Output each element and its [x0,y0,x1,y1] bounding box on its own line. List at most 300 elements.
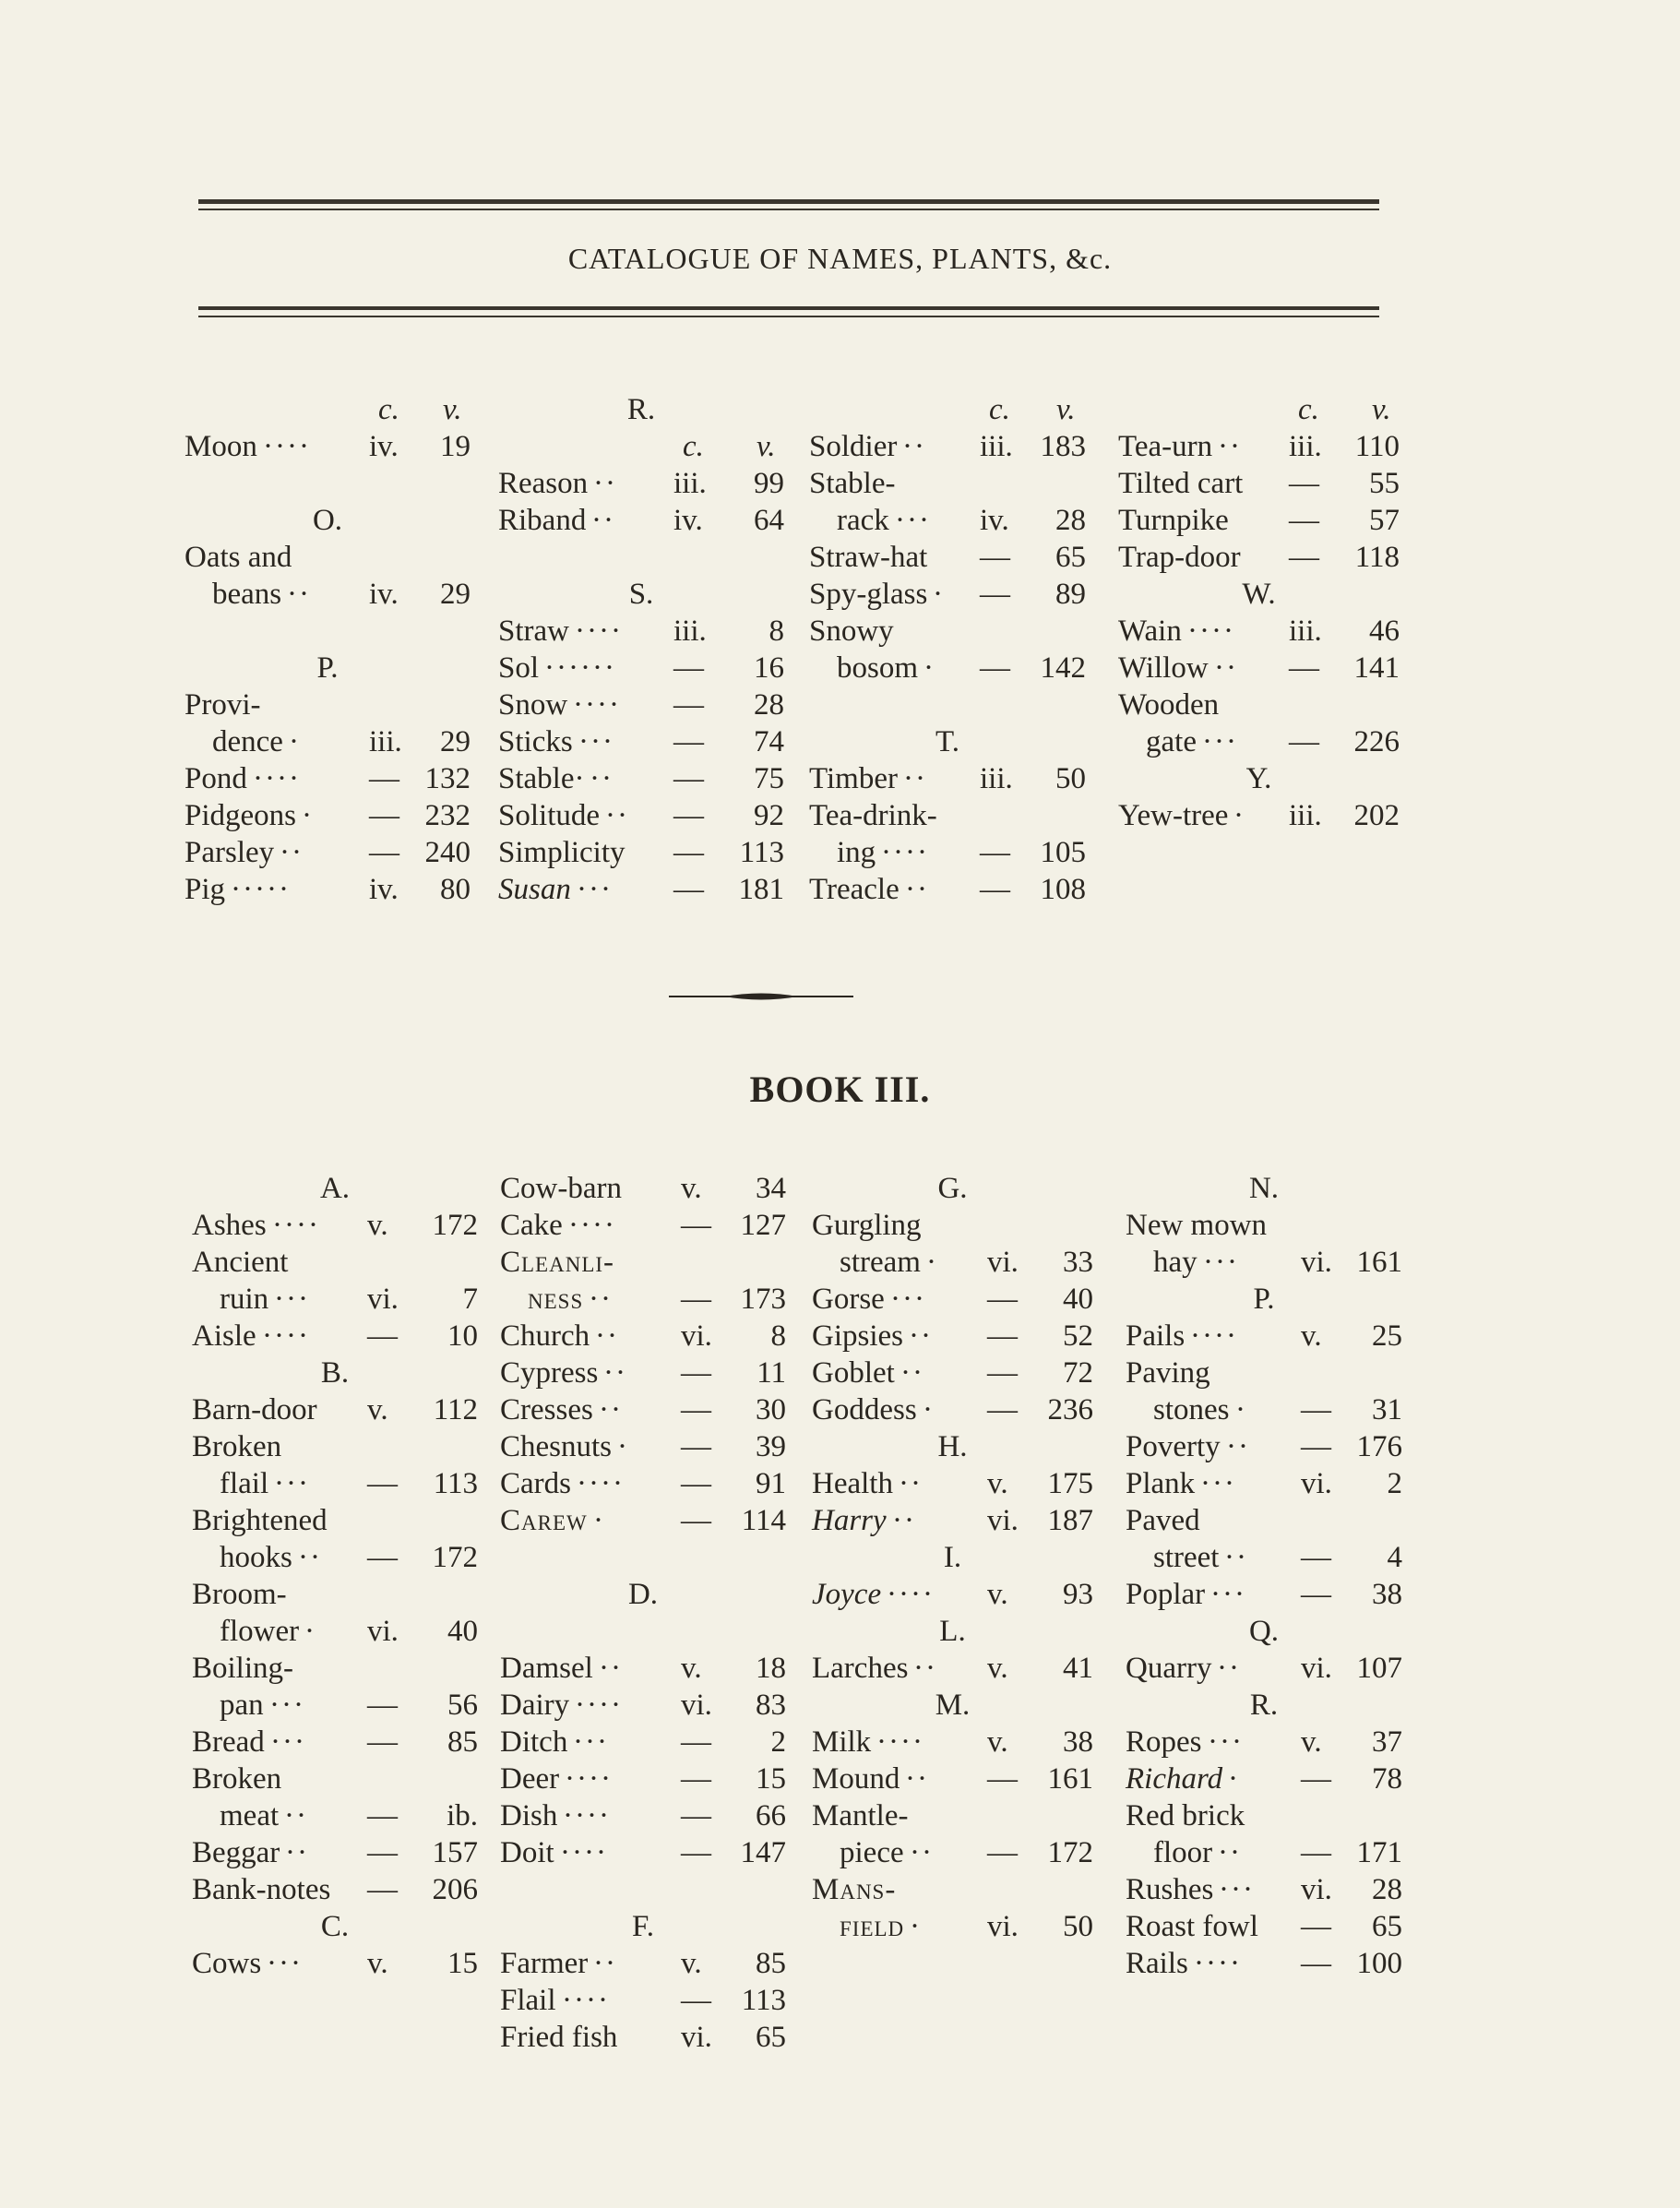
entry-term: Pig [185,873,226,906]
canto-number: v. [987,1578,1008,1611]
index-entry [1126,1318,1402,1355]
entry-term: Tea-drink- [809,799,937,832]
entry-term: Aisle [192,1319,256,1353]
entry-term: Wooden [1118,688,1220,722]
canto-number: vi. [1301,1873,1332,1906]
canto-number: — [1289,541,1319,574]
index-entry [809,871,1086,908]
entry-term: ness [528,1283,584,1316]
leader-dots: ·· [910,1836,934,1869]
canto-number: vi. [367,1615,399,1648]
verse-number: 181 [738,873,784,906]
entry-term: Roast fowl [1126,1910,1258,1943]
entry-term: Red brick [1126,1799,1245,1832]
index-entry [498,871,784,908]
entry-term: Stable· [498,762,585,795]
leader-dots: ··· [274,1467,310,1500]
entry-term: Health [812,1467,893,1500]
verse-number: 72 [1063,1356,1093,1390]
entry-term: pan [220,1689,264,1722]
verse-number: 99 [754,467,784,500]
entry-term: Larches [812,1652,909,1685]
canto-number: v. [367,1947,388,1980]
verse-number: 28 [754,688,784,722]
entry-term: Gipsies [812,1319,903,1353]
leader-dots: · [1233,799,1245,832]
leader-dots: ··· [577,873,613,906]
canto-number: — [367,1725,398,1759]
canto-label: c. [989,393,1010,426]
index-entry [1118,539,1400,576]
index-entry [809,428,1086,465]
leader-dots: ······ [544,651,616,685]
canto-label: c. [1298,393,1319,426]
index-entry [1126,1760,1402,1797]
canto-number: iii. [673,467,707,500]
title-thin-rule [198,316,1379,317]
index-entry [498,465,784,502]
canto-number: — [681,1984,711,2017]
leader-dots: ·· [892,1504,916,1537]
entry-term: Poverty [1126,1430,1221,1463]
leader-dots: ·· [280,836,304,869]
leader-dots: · [923,1393,935,1426]
bottom-index-column-2 [500,1170,786,2056]
index-entry [1126,1539,1402,1576]
index-entry [500,1244,786,1281]
leader-dots: ·· [1217,1652,1241,1685]
entry-term: Timber [809,762,898,795]
verse-number: 11 [757,1356,786,1390]
canto-number: v. [987,1725,1008,1759]
entry-term: Moon [185,430,257,463]
leader-dots: ···· [575,1689,623,1722]
verse-number: 37 [1372,1725,1402,1759]
entry-term: hooks [220,1541,292,1574]
verse-number: 161 [1047,1762,1093,1796]
ornament-divider [669,987,853,1006]
spacer [498,539,784,576]
index-entry [1118,650,1400,686]
index-entry [498,834,784,871]
verse-number: 240 [424,836,471,869]
verse-number: 40 [1063,1283,1093,1316]
letter-heading-text: W. [1242,578,1276,611]
entry-term: Willow [1118,651,1209,685]
leader-dots: ···· [575,615,623,648]
canto-number: — [367,1873,398,1906]
index-entry [1126,1391,1402,1428]
entry-term: dence [212,725,283,758]
leader-dots: ·· [903,762,927,795]
canto-number: — [980,578,1010,611]
entry-term: flower [220,1615,300,1648]
leader-dots: ···· [262,1319,310,1353]
letter-heading-text: F. [632,1910,654,1943]
index-entry [500,1281,786,1318]
index-entry [192,1650,478,1687]
index-entry [500,1318,786,1355]
entry-term: Straw-hat [809,541,928,574]
entry-term: Cypress [500,1356,599,1390]
index-entry [192,1760,478,1797]
verse-number: 64 [754,504,784,537]
index-entry [809,576,1086,613]
canto-number: — [367,1799,398,1832]
entry-term: Goddess [812,1393,917,1426]
entry-term: Snow [498,688,568,722]
canto-number: vi. [367,1283,399,1316]
index-entry [812,1391,1093,1428]
leader-dots: · [304,1615,316,1648]
index-entry [498,650,784,686]
canto-number: — [681,1209,711,1242]
verse-number: 15 [447,1947,478,1980]
verse-number: 18 [756,1652,786,1685]
index-entry [812,1244,1093,1281]
letter-heading-text: N. [1248,1172,1280,1205]
canto-number: v. [681,1652,702,1685]
entry-term: Rushes [1126,1873,1214,1906]
canto-label: c. [378,393,399,426]
canto-number: — [1289,651,1319,685]
verse-number: 110 [1354,430,1400,463]
entry-term: rack [837,504,889,537]
canto-number: — [681,1836,711,1869]
letter-heading [192,1355,478,1391]
leader-dots: ·· [909,1319,933,1353]
entry-term: Broken [192,1762,282,1796]
index-entry [1126,1244,1402,1281]
entry-term: hay [1153,1246,1197,1279]
bottom-index-column-1 [192,1170,478,1982]
entry-term: Stable- [809,467,896,500]
canto-number: iii. [1289,799,1322,832]
letter-heading [500,1576,786,1613]
index-entry [812,1724,1093,1760]
entry-term: beans [212,578,282,611]
index-entry [500,1687,786,1724]
letter-heading [185,502,471,539]
spacer [809,686,1086,723]
entry-term: Fried fish [500,2021,618,2054]
canto-number: iii. [673,615,707,648]
verse-number: 29 [440,578,471,611]
leader-dots: ···· [560,1836,608,1869]
verse-number: 147 [740,1836,786,1869]
verse-number: 175 [1047,1467,1093,1500]
index-entry [500,1724,786,1760]
leader-dots: ···· [577,1467,625,1500]
leader-dots: ·· [603,1356,627,1390]
verse-number: 93 [1063,1578,1093,1611]
entry-term: Ditch [500,1725,568,1759]
verse-number: 83 [756,1689,786,1722]
index-entry [192,1834,478,1871]
letter-heading [192,1170,478,1207]
canto-number: iii. [1289,615,1322,648]
verse-number: 2 [770,1725,786,1759]
canto-number: v. [367,1393,388,1426]
letter-heading-text: R. [626,393,656,426]
entry-term: Simplicity [498,836,626,869]
verse-number: 80 [440,873,471,906]
canto-number: — [673,651,704,685]
canto-number: — [987,1319,1018,1353]
entry-term: Wain [1118,615,1182,648]
letter-heading [192,1908,478,1945]
verse-number: 8 [769,615,784,648]
index-entry [812,1207,1093,1244]
index-entry [812,1834,1093,1871]
leader-dots: ··· [274,1283,310,1316]
leader-dots: ···· [568,1209,616,1242]
index-entry [809,502,1086,539]
canto-number: iii. [980,430,1013,463]
index-entry [500,1650,786,1687]
index-entry [192,1465,478,1502]
index-entry [498,686,784,723]
leader-dots: · [289,725,301,758]
verse-label: v. [443,393,462,426]
index-entry [498,613,784,650]
entry-term: Rails [1126,1947,1188,1980]
verse-number: 107 [1356,1652,1402,1685]
index-entry [192,1687,478,1724]
leader-dots: · [617,1430,629,1463]
entry-term: stream [840,1246,921,1279]
entry-term: Tea-urn [1118,430,1213,463]
canto-number: — [681,1356,711,1390]
leader-dots: · [910,1910,922,1943]
canto-number: v. [987,1467,1008,1500]
index-entry [498,760,784,797]
canto-number: — [369,799,399,832]
leader-dots: ···· [573,688,621,722]
index-entry [1126,1834,1402,1871]
canto-number: v. [367,1209,388,1242]
verse-label: v. [757,430,776,463]
entry-term: Parsley [185,836,275,869]
index-entry [192,1502,478,1539]
entry-term: Treacle [809,873,900,906]
canto-number: vi. [681,1319,712,1353]
entry-term: Paved [1126,1504,1200,1537]
index-entry [500,1945,786,1982]
verse-number: 15 [756,1762,786,1796]
index-entry [185,834,471,871]
leader-dots: ·· [1224,1541,1248,1574]
index-entry [1126,1428,1402,1465]
index-entry [185,871,471,908]
verse-number: 56 [447,1689,478,1722]
leader-dots: ·· [287,578,311,611]
verse-label: v. [1372,393,1391,426]
entry-term: Barn-door [192,1393,317,1426]
verse-number: 172 [432,1209,478,1242]
entry-term: Doit [500,1836,554,1869]
leader-dots: ·· [285,1836,309,1869]
canto-number: v. [1301,1725,1322,1759]
entry-term: Poplar [1126,1578,1206,1611]
verse-number: 118 [1354,541,1400,574]
canto-number: — [1301,1430,1331,1463]
entry-term: Mound [812,1762,900,1796]
index-entry [1126,1650,1402,1687]
verse-number: 46 [1369,615,1400,648]
leader-dots: · [926,1246,938,1279]
column-header [1118,391,1400,428]
index-entry [812,1281,1093,1318]
index-entry [1118,465,1400,502]
entry-term: Church [500,1319,590,1353]
entry-term: Sol [498,651,540,685]
verse-number: 113 [739,836,784,869]
leader-dots: ···· [1194,1947,1242,1980]
canto-label: c. [683,430,704,463]
leader-dots: ··· [1203,1246,1239,1279]
verse-number: 161 [1356,1246,1402,1279]
index-entry [500,2019,786,2056]
verse-number: 232 [424,799,471,832]
verse-number: 50 [1063,1910,1093,1943]
letter-heading [812,1170,1093,1207]
canto-number: — [673,688,704,722]
index-entry [1126,1355,1402,1391]
verse-number: 65 [1372,1910,1402,1943]
verse-number: 65 [756,2021,786,2054]
index-entry [500,1465,786,1502]
entry-term: Bread [192,1725,265,1759]
letter-heading-text: B. [320,1356,350,1390]
verse-number: 38 [1372,1578,1402,1611]
leader-dots: ···· [565,1762,613,1796]
entry-term: Broom- [192,1578,287,1611]
letter-heading-text: I. [943,1541,962,1574]
letter-heading [812,1687,1093,1724]
leader-dots: ··· [1219,1873,1255,1906]
index-entry [812,1465,1093,1502]
verse-number: 171 [1356,1836,1402,1869]
index-entry [192,1613,478,1650]
canto-number: v. [681,1172,702,1205]
canto-number: — [681,1799,711,1832]
canto-number: vi. [987,1504,1019,1537]
index-entry [192,1724,478,1760]
canto-number: iv. [369,430,399,463]
index-entry [812,1908,1093,1945]
verse-number: 2 [1387,1467,1402,1500]
canto-number: — [987,1762,1018,1796]
bottom-index-column-4 [1126,1170,1402,1982]
entry-term: New mown [1126,1209,1268,1242]
canto-number: — [681,1283,711,1316]
verse-number: 38 [1063,1725,1093,1759]
leader-dots: ·· [900,1356,924,1390]
index-entry [192,1428,478,1465]
top-thick-rule [198,199,1379,204]
verse-number: 112 [433,1393,478,1426]
index-entry [185,797,471,834]
verse-number: 226 [1353,725,1400,758]
verse-number: 202 [1353,799,1400,832]
leader-dots: ··· [270,1725,306,1759]
index-entry [498,797,784,834]
title-thick-rule [198,306,1379,310]
verse-number: 55 [1369,467,1400,500]
canto-number: — [681,1467,711,1500]
leader-dots: ·· [913,1652,937,1685]
leader-dots: ···· [253,762,301,795]
entry-term: Dish [500,1799,558,1832]
entry-term: bosom [837,651,919,685]
index-entry [1126,1502,1402,1539]
leader-dots: ··· [1200,1467,1236,1500]
canto-number: — [980,836,1010,869]
verse-number: 75 [754,762,784,795]
letter-heading-text: O. [312,504,343,537]
index-entry [500,1760,786,1797]
letter-heading-text: C. [320,1910,350,1943]
leader-dots: · [302,799,314,832]
verse-number: 16 [754,651,784,685]
index-entry [192,1871,478,1908]
entry-term: Bank-notes [192,1873,331,1906]
column-header [185,391,471,428]
index-entry [192,1318,478,1355]
leader-dots: · [1228,1762,1240,1796]
canto-number: — [1301,1947,1331,1980]
index-entry [812,1318,1093,1355]
leader-dots: ··· [573,1725,609,1759]
letter-heading [498,391,784,428]
leader-dots: ·· [905,1762,929,1796]
entry-term: Goblet [812,1356,895,1390]
index-entry [192,1539,478,1576]
canto-number: iv. [369,873,399,906]
index-entry [1118,613,1400,650]
verse-number: 105 [1040,836,1086,869]
index-entry [809,465,1086,502]
leader-dots: ···· [562,1984,610,2017]
leader-dots: ·· [599,1393,623,1426]
canto-number: — [1301,1578,1331,1611]
canto-number: vi. [1301,1246,1332,1279]
index-entry [185,686,471,723]
letter-heading [185,650,471,686]
entry-term: Beggar [192,1836,280,1869]
entry-term: Damsel [500,1652,593,1685]
canto-number: — [1301,1393,1331,1426]
canto-number: — [980,873,1010,906]
canto-number: vi. [987,1910,1019,1943]
letter-heading-text: S. [628,578,654,611]
entry-term: Straw [498,615,569,648]
entry-term: Quarry [1126,1652,1212,1685]
index-entry [192,1576,478,1613]
letter-heading-text: L. [939,1615,966,1648]
index-entry [500,1355,786,1391]
leader-dots: · [1235,1393,1247,1426]
entry-term: Carew [500,1504,588,1537]
top-index-column-2 [498,391,784,908]
index-entry [192,1244,478,1281]
canto-number: v. [681,1947,702,1980]
letter-heading-text: H. [937,1430,968,1463]
verse-number: 39 [756,1430,786,1463]
entry-term: Boiling- [192,1652,294,1685]
index-entry [1126,1797,1402,1834]
